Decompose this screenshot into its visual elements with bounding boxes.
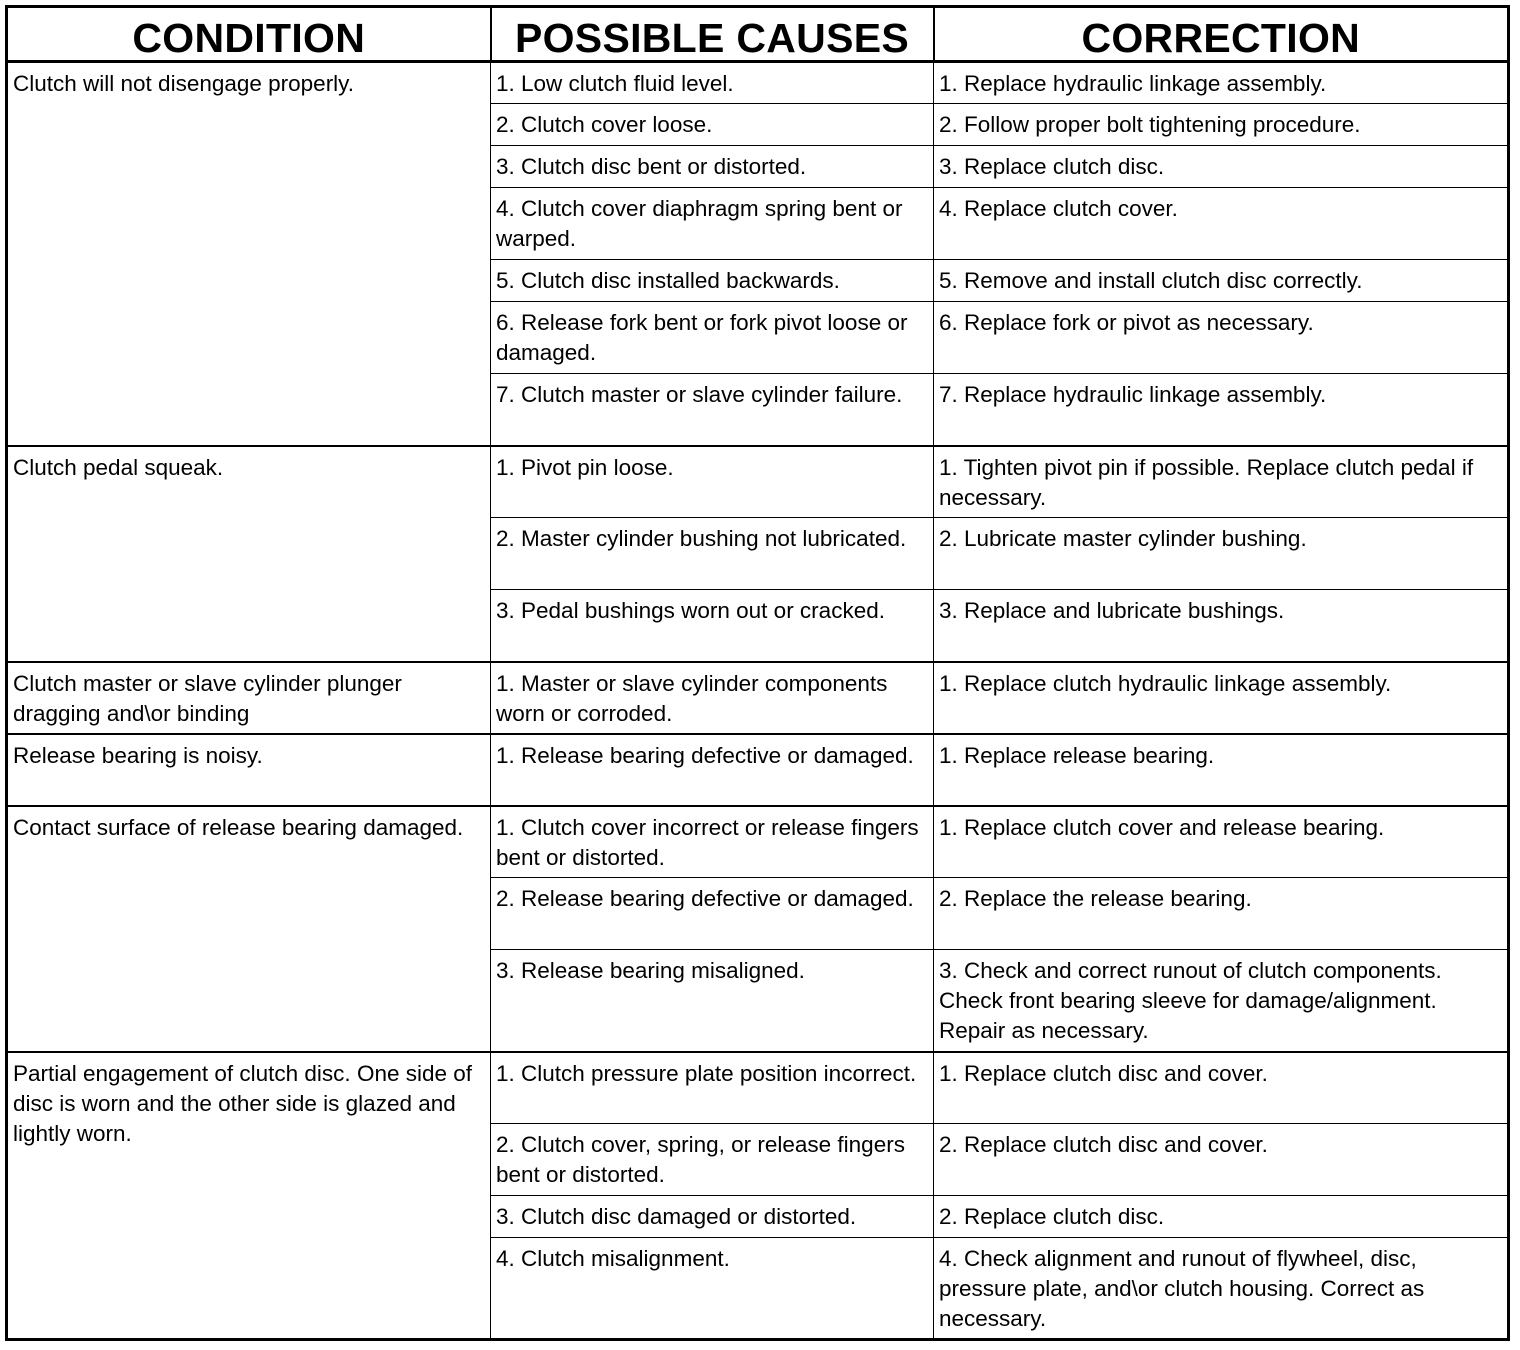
cause-cell: 1. Clutch cover incorrect or release fingers bent or distorted. [491,806,934,878]
correction-cell: 4. Replace clutch cover. [934,188,1509,260]
cause-cell: 3. Pedal bushings worn out or cracked. [491,590,934,662]
correction-cell: 2. Replace clutch disc and cover. [934,1124,1509,1196]
cause-cell: 3. Clutch disc damaged or distorted. [491,1196,934,1238]
correction-cell: 1. Replace clutch hydraulic linkage assembly. [934,662,1509,734]
cause-cell: 1. Release bearing defective or damaged. [491,734,934,806]
cause-cell: 5. Clutch disc installed backwards. [491,260,934,302]
cause-cell: 1. Master or slave cylinder components worn or corroded. [491,662,934,734]
correction-cell: 4. Check alignment and runout of flywheel, disc, pressure plate, and\or clutch housing. Correct as necessary. [934,1238,1509,1340]
condition-cell: Clutch pedal squeak. [7,446,491,662]
correction-cell: 3. Replace clutch disc. [934,146,1509,188]
header-row [7,7,1509,62]
table-row [7,734,1509,806]
correction-cell: 2. Lubricate master cylinder bushing. [934,518,1509,590]
condition-cell: Clutch master or slave cylinder plunger dragging and\or binding [7,662,491,734]
table-body [7,62,1509,1340]
correction-cell: 3. Check and correct runout of clutch components. Check front bearing sleeve for damage/alignment. Repair as necessary. [934,950,1509,1052]
condition-cell: Contact surface of release bearing damaged. [7,806,491,1052]
header-condition: CONDITION [7,7,491,62]
cause-cell: 2. Release bearing defective or damaged. [491,878,934,950]
table-row [7,62,1509,104]
cause-cell: 2. Clutch cover, spring, or release fingers bent or distorted. [491,1124,934,1196]
correction-cell: 6. Replace fork or pivot as necessary. [934,302,1509,374]
cause-cell: 4. Clutch misalignment. [491,1238,934,1340]
cause-cell: 4. Clutch cover diaphragm spring bent or warped. [491,188,934,260]
cause-cell: 7. Clutch master or slave cylinder failure. [491,374,934,446]
condition-cell: Clutch will not disengage properly. [7,62,491,446]
cause-cell: 1. Pivot pin loose. [491,446,934,518]
condition-cell: Partial engagement of clutch disc. One side of disc is worn and the other side is glazed and lightly worn. [7,1052,491,1340]
table-row [7,1052,1509,1124]
cause-cell: 3. Clutch disc bent or distorted. [491,146,934,188]
correction-cell: 5. Remove and install clutch disc correctly. [934,260,1509,302]
cause-cell: 6. Release fork bent or fork pivot loose or damaged. [491,302,934,374]
cause-cell: 1. Low clutch fluid level. [491,62,934,104]
correction-cell: 2. Replace clutch disc. [934,1196,1509,1238]
correction-cell: 1. Tighten pivot pin if possible. Replace clutch pedal if necessary. [934,446,1509,518]
table-row [7,662,1509,734]
correction-cell: 1. Replace clutch cover and release bearing. [934,806,1509,878]
table-header [7,7,1509,62]
header-possible-causes: POSSIBLE CAUSES [491,7,934,62]
correction-cell: 1. Replace clutch disc and cover. [934,1052,1509,1124]
correction-cell: 2. Replace the release bearing. [934,878,1509,950]
correction-cell: 1. Replace release bearing. [934,734,1509,806]
diagnosis-table [5,5,1510,1341]
table-row [7,806,1509,878]
correction-cell: 1. Replace hydraulic linkage assembly. [934,62,1509,104]
correction-cell: 3. Replace and lubricate bushings. [934,590,1509,662]
cause-cell: 2. Clutch cover loose. [491,104,934,146]
cause-cell: 3. Release bearing misaligned. [491,950,934,1052]
table-row [7,446,1509,518]
condition-cell: Release bearing is noisy. [7,734,491,806]
correction-cell: 2. Follow proper bolt tightening procedure. [934,104,1509,146]
header-correction: CORRECTION [934,7,1509,62]
correction-cell: 7. Replace hydraulic linkage assembly. [934,374,1509,446]
cause-cell: 1. Clutch pressure plate position incorrect. [491,1052,934,1124]
cause-cell: 2. Master cylinder bushing not lubricated. [491,518,934,590]
